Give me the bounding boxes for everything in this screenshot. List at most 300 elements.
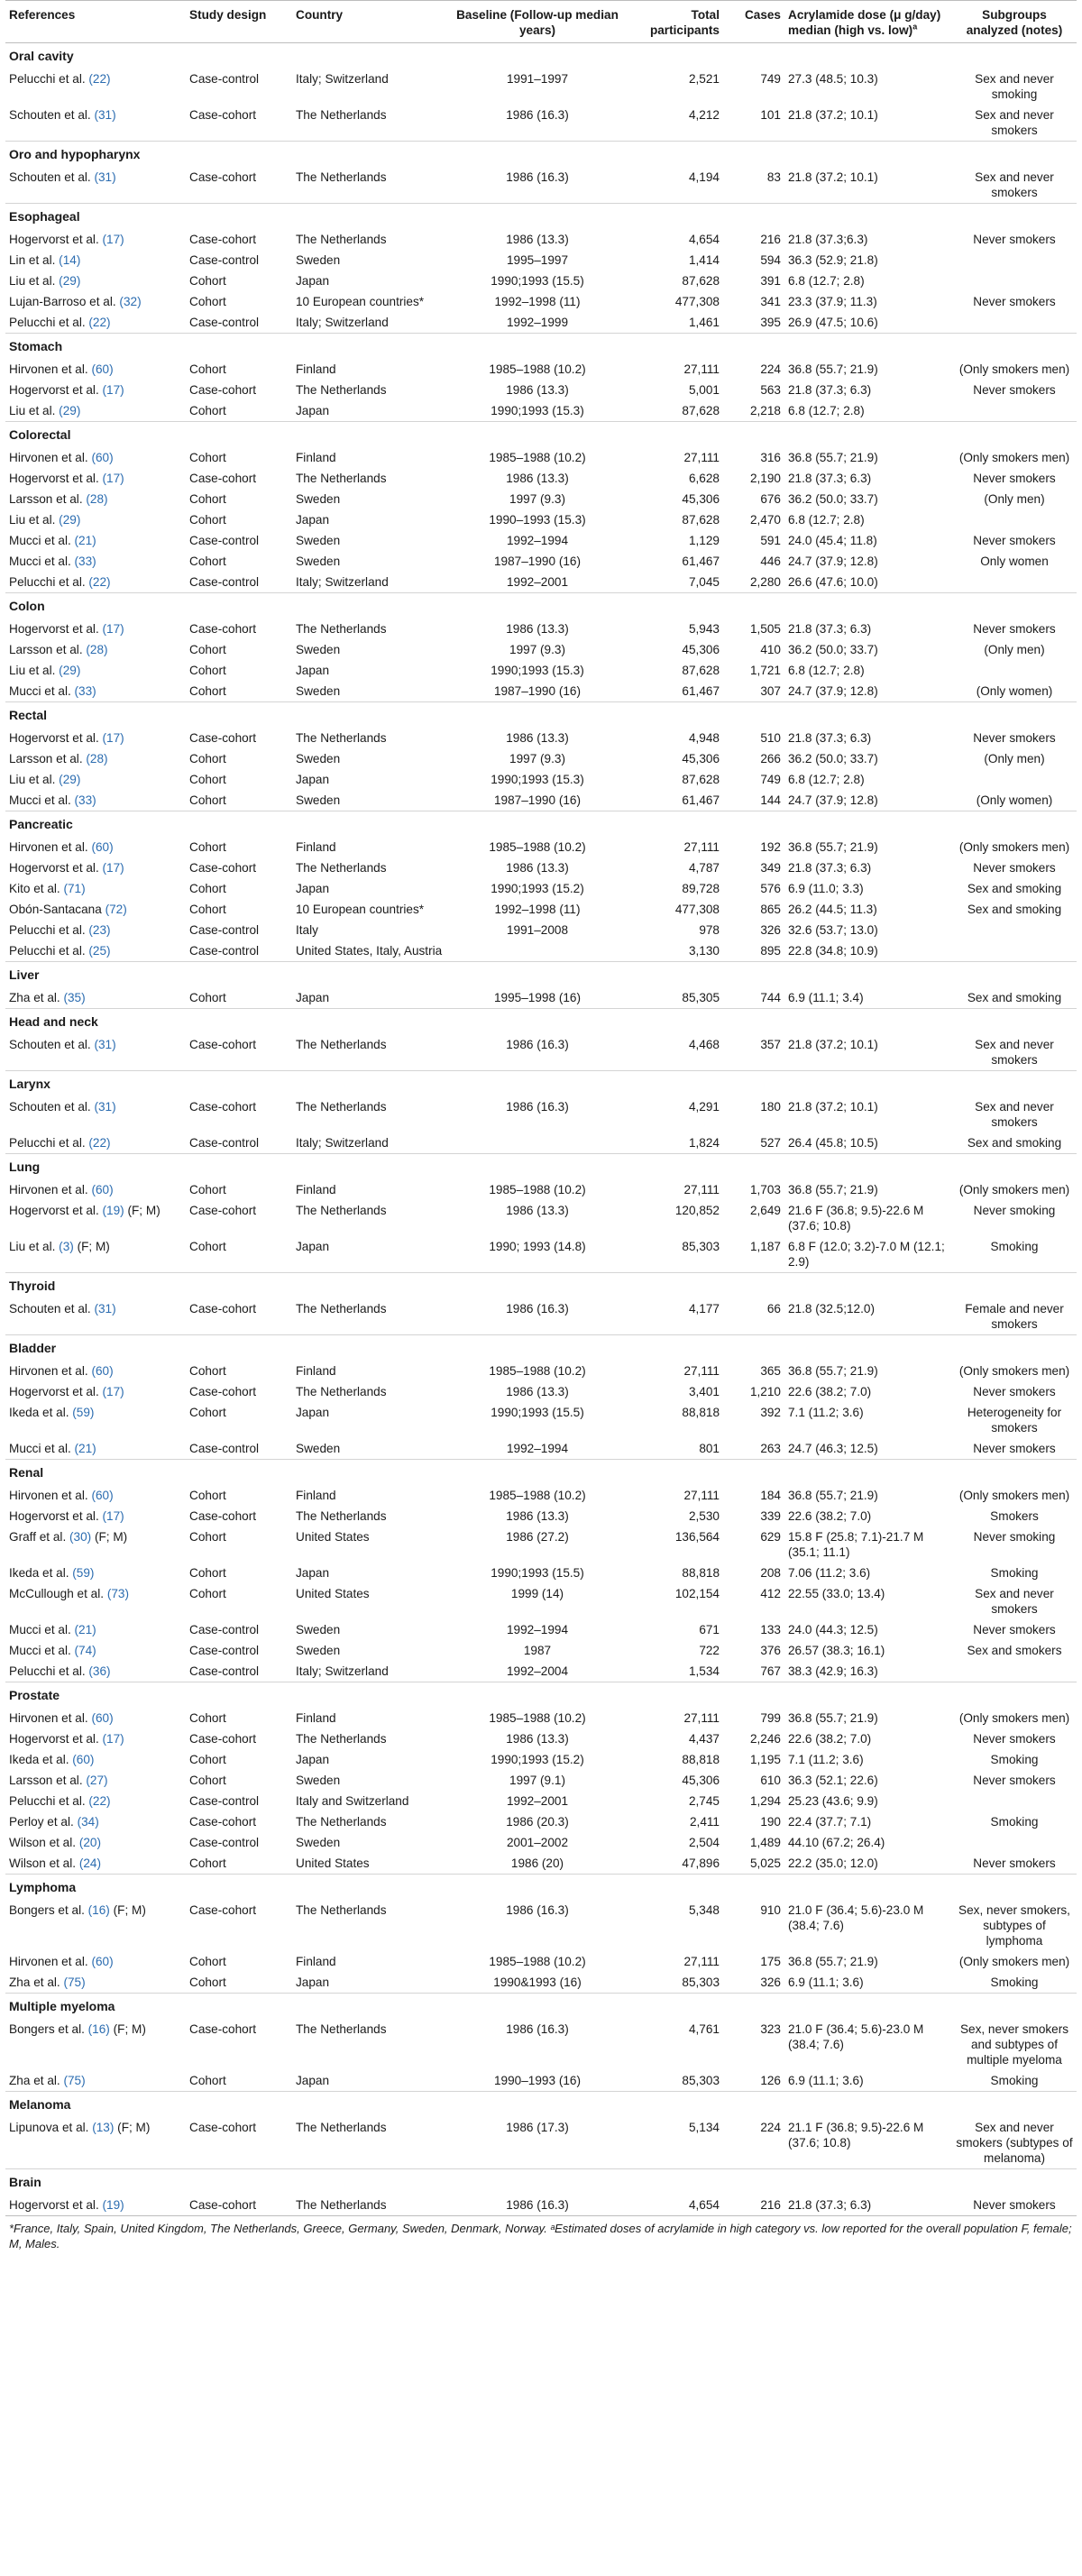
table-row <box>5 1749 1077 1770</box>
cell-cases: 594 <box>760 253 781 267</box>
citation-link[interactable]: (74) <box>74 1644 96 1657</box>
cell-cases: 676 <box>760 492 781 506</box>
citation-link[interactable]: (17) <box>102 1732 124 1746</box>
cell-cases: 2,470 <box>749 513 781 527</box>
citation-link[interactable]: (30) <box>69 1530 92 1544</box>
cell-subgroups: Never smokers <box>973 622 1056 636</box>
cell-study-design: Cohort <box>189 840 226 854</box>
cell-total-participants: 5,943 <box>688 622 720 636</box>
cell-baseline: 1990;1993 (15.5) <box>491 1406 584 1419</box>
citation-link[interactable]: (31) <box>94 170 116 184</box>
citation-link[interactable]: (24) <box>78 1856 101 1870</box>
section-title: Multiple myeloma <box>5 1994 1077 2020</box>
cell-dose: 21.0 F (36.4; 5.6)-23.0 M (38.4; 7.6) <box>788 2022 924 2051</box>
cell-reference <box>5 250 186 270</box>
cell-study-design: Cohort <box>189 451 226 464</box>
cell-subgroups: Never smoking <box>973 1204 1056 1217</box>
citation-link[interactable]: (13) <box>92 2121 115 2134</box>
cell-baseline: 1990;1993 (15.3) <box>491 404 584 417</box>
cell-cases: 224 <box>760 2121 781 2134</box>
sex-suffix: (F; M) <box>109 2022 146 2036</box>
cell-country: Italy; Switzerland <box>296 72 389 86</box>
cell-dose: 6.9 (11.0; 3.3) <box>788 882 864 895</box>
cell-total-participants: 27,111 <box>683 1955 720 1968</box>
cell-cases: 410 <box>760 643 781 656</box>
citation-link[interactable]: (36) <box>88 1664 111 1678</box>
cell-study-design: Case-control <box>189 1664 260 1678</box>
cell-dose: 23.3 (37.9; 11.3) <box>788 295 877 308</box>
sex-suffix: (F; M) <box>109 1903 146 1917</box>
citation-link[interactable]: (28) <box>86 752 108 765</box>
cell-cases: 799 <box>760 1711 781 1725</box>
table-row <box>5 1200 1077 1236</box>
cell-baseline: 1985–1988 (10.2) <box>489 840 586 854</box>
table-row <box>5 1361 1077 1381</box>
cell-country: Italy; Switzerland <box>296 1136 389 1150</box>
cell-dose: 27.3 (48.5; 10.3) <box>788 72 878 86</box>
citation-link[interactable]: (31) <box>94 1100 116 1114</box>
cell-subgroups: Sex and never smokers <box>975 1587 1054 1616</box>
cell-dose: 6.8 (12.7; 2.8) <box>788 513 865 527</box>
author: Schouten et al. <box>9 108 95 122</box>
cell-total-participants: 87,628 <box>682 274 720 288</box>
cell-total-participants: 7,045 <box>688 575 720 589</box>
table-row <box>5 380 1077 400</box>
citation-link[interactable]: (21) <box>74 1442 96 1455</box>
cell-country: Finland <box>296 840 336 854</box>
cell-dose: 15.8 F (25.8; 7.1)-21.7 M (35.1; 11.1) <box>788 1530 924 1559</box>
cell-reference <box>5 380 186 400</box>
citation-link[interactable]: (3) <box>59 1240 74 1253</box>
cell-cases: 1,721 <box>749 664 781 677</box>
citation-link[interactable]: (17) <box>102 383 124 397</box>
citation-link[interactable]: (19) <box>102 2198 124 2212</box>
cell-study-design: Case-cohort <box>189 1038 257 1051</box>
cell-reference <box>5 359 186 380</box>
cell-reference <box>5 2195 186 2216</box>
cell-cases: 224 <box>760 362 781 376</box>
section-title: Lymphoma <box>5 1875 1077 1901</box>
author: Hogervorst et al. <box>9 1204 103 1217</box>
cell-cases: 910 <box>760 1903 781 1917</box>
citation-link[interactable]: (31) <box>94 1302 116 1316</box>
cell-total-participants: 61,467 <box>682 793 720 807</box>
citation-link[interactable]: (33) <box>74 684 96 698</box>
cell-baseline: 1992–1994 <box>506 534 569 547</box>
cell-country: Italy; Switzerland <box>296 1664 389 1678</box>
cell-baseline: 1992–1998 (11) <box>494 295 581 308</box>
table-row <box>5 1236 1077 1273</box>
cell-baseline: 1990&1993 (16) <box>493 1976 582 1989</box>
section-title: Oral cavity <box>5 43 1077 69</box>
cell-total-participants: 4,761 <box>688 2022 720 2036</box>
cell-dose: 22.6 (38.2; 7.0) <box>788 1509 872 1523</box>
cell-subgroups <box>952 250 1077 270</box>
cell-country: The Netherlands <box>296 170 387 184</box>
cell-dose: 26.6 (47.6; 10.0) <box>788 575 878 589</box>
author: Hogervorst et al. <box>9 622 103 636</box>
citation-link[interactable]: (59) <box>72 1566 95 1580</box>
header-baseline: Baseline (Follow-up median years) <box>451 1 624 43</box>
section-header <box>5 811 1077 838</box>
cell-subgroups <box>952 660 1077 681</box>
cell-country: Finland <box>296 1183 336 1196</box>
table-row <box>5 940 1077 962</box>
citation-link[interactable]: (75) <box>63 2074 86 2087</box>
cell-country: The Netherlands <box>296 1815 387 1829</box>
author: Kito et al. <box>9 882 64 895</box>
cell-reference <box>5 940 186 962</box>
citation-link[interactable]: (60) <box>91 1364 114 1378</box>
citation-link[interactable]: (33) <box>74 555 96 568</box>
cell-study-design: Cohort <box>189 1530 226 1544</box>
header-subgroups: Subgroups analyzed (notes) <box>952 1 1077 43</box>
cell-reference <box>5 619 186 639</box>
cell-reference <box>5 1298 186 1335</box>
cell-reference <box>5 1132 186 1154</box>
citation-link[interactable]: (16) <box>87 2022 110 2036</box>
cell-subgroups: (Only smokers men) <box>958 840 1070 854</box>
cell-total-participants: 5,001 <box>688 383 720 397</box>
cell-subgroups <box>952 400 1077 422</box>
cell-country: Sweden <box>296 253 341 267</box>
table-row <box>5 447 1077 468</box>
author: Pelucchi et al. <box>9 944 89 958</box>
cell-reference <box>5 1179 186 1200</box>
cell-reference <box>5 291 186 312</box>
cell-total-participants: 27,111 <box>683 362 720 376</box>
table-row <box>5 1179 1077 1200</box>
cell-country: Japan <box>296 1566 330 1580</box>
header-row <box>5 1 1077 43</box>
cell-country: The Netherlands <box>296 1204 387 1217</box>
cell-subgroups <box>952 940 1077 962</box>
cell-study-design: Case-control <box>189 1794 260 1808</box>
citation-link[interactable]: (28) <box>86 492 108 506</box>
citation-link[interactable]: (71) <box>63 882 86 895</box>
cell-subgroups: Never smoking <box>973 1530 1056 1544</box>
cell-cases: 184 <box>760 1489 781 1502</box>
citation-link[interactable]: (25) <box>88 944 111 958</box>
citation-link[interactable]: (22) <box>88 1136 111 1150</box>
citation-link[interactable]: (14) <box>59 253 81 267</box>
section-header <box>5 142 1077 168</box>
citation-link[interactable]: (17) <box>102 1509 124 1523</box>
citation-link[interactable]: (32) <box>119 295 142 308</box>
cell-total-participants: 4,194 <box>688 170 720 184</box>
citation-link[interactable]: (72) <box>105 903 127 916</box>
cell-baseline <box>451 1132 624 1154</box>
citation-link[interactable]: (29) <box>59 664 81 677</box>
cell-study-design: Cohort <box>189 664 226 677</box>
cell-subgroups: (Only women) <box>976 793 1053 807</box>
cell-subgroups: Never smokers <box>973 1623 1056 1636</box>
citation-link[interactable]: (60) <box>91 362 114 376</box>
cell-total-participants: 4,654 <box>688 2198 720 2212</box>
table-row <box>5 2117 1077 2169</box>
section-title: Esophageal <box>5 204 1077 230</box>
citation-link[interactable]: (60) <box>91 1489 114 1502</box>
author: Larsson et al. <box>9 752 87 765</box>
cell-baseline: 1987–1990 (16) <box>494 793 581 807</box>
cell-subgroups: Sex, never smokers, subtypes of lymphoma <box>958 1903 1070 1948</box>
citation-link[interactable]: (22) <box>88 72 111 86</box>
citation-link[interactable]: (31) <box>94 108 116 122</box>
cell-study-design: Cohort <box>189 1711 226 1725</box>
table-row <box>5 468 1077 489</box>
citation-link[interactable]: (21) <box>74 534 96 547</box>
citation-link[interactable]: (19) <box>102 1204 124 1217</box>
cell-reference <box>5 229 186 250</box>
cell-study-design: Cohort <box>189 991 226 1004</box>
citation-link[interactable]: (29) <box>59 404 81 417</box>
cell-reference <box>5 2070 186 2092</box>
cell-country: The Netherlands <box>296 1385 387 1398</box>
cell-reference <box>5 769 186 790</box>
citation-link[interactable]: (73) <box>106 1587 129 1600</box>
cell-reference <box>5 1708 186 1728</box>
author: Hogervorst et al. <box>9 731 103 745</box>
cell-study-design: Case-cohort <box>189 170 257 184</box>
cell-dose: 24.7 (37.9; 12.8) <box>788 555 878 568</box>
citation-link[interactable]: (22) <box>88 1794 111 1808</box>
cell-study-design: Cohort <box>189 1955 226 1968</box>
citation-link[interactable]: (35) <box>63 991 86 1004</box>
cell-cases: 126 <box>760 2074 781 2087</box>
cell-country: United States <box>296 1587 370 1600</box>
citation-link[interactable]: (17) <box>102 731 124 745</box>
cell-total-participants: 88,818 <box>682 1566 720 1580</box>
cell-cases: 316 <box>760 451 781 464</box>
cell-cases: 1,505 <box>749 622 781 636</box>
citation-link[interactable]: (21) <box>74 1623 96 1636</box>
citation-link[interactable]: (60) <box>91 451 114 464</box>
cell-country: Sweden <box>296 1644 341 1657</box>
section-title: Oro and hypopharynx <box>5 142 1077 168</box>
table-row <box>5 920 1077 940</box>
cell-study-design: Case-cohort <box>189 1903 257 1917</box>
cell-country: Sweden <box>296 534 341 547</box>
cell-study-design: Case-control <box>189 1644 260 1657</box>
cell-total-participants: 87,628 <box>682 773 720 786</box>
cell-baseline: 1986 (16.3) <box>506 1302 569 1316</box>
cell-reference <box>5 312 186 334</box>
cell-dose: 7.06 (11.2; 3.6) <box>788 1566 871 1580</box>
cell-subgroups: Never smokers <box>973 1732 1056 1746</box>
citation-link[interactable]: (17) <box>102 861 124 875</box>
cell-dose: 22.6 (38.2; 7.0) <box>788 1385 872 1398</box>
cell-country: The Netherlands <box>296 233 387 246</box>
cell-baseline: 1992–2004 <box>506 1664 569 1678</box>
cell-country: Japan <box>296 404 330 417</box>
cell-subgroups <box>952 769 1077 790</box>
cell-subgroups: Smoking <box>990 2074 1039 2087</box>
citation-link[interactable]: (23) <box>88 923 111 937</box>
table-row <box>5 769 1077 790</box>
cell-baseline: 1992–1998 (11) <box>494 903 581 916</box>
cell-reference <box>5 728 186 748</box>
cell-reference <box>5 1728 186 1749</box>
author: Hogervorst et al. <box>9 2198 103 2212</box>
author: Mucci et al. <box>9 555 75 568</box>
sex-suffix: (F; M) <box>73 1240 110 1253</box>
citation-link[interactable]: (17) <box>102 472 124 485</box>
cell-study-design: Case-cohort <box>189 108 257 122</box>
cell-dose: 21.8 (32.5;12.0) <box>788 1302 875 1316</box>
citation-link[interactable]: (60) <box>72 1753 95 1766</box>
section-title: Prostate <box>5 1682 1077 1709</box>
cell-total-participants: 88,818 <box>682 1753 720 1766</box>
citation-link[interactable]: (22) <box>88 316 111 329</box>
citation-link[interactable]: (27) <box>86 1774 108 1787</box>
cell-cases: 180 <box>760 1100 781 1114</box>
cell-total-participants: 671 <box>699 1623 720 1636</box>
cell-country: Sweden <box>296 1442 341 1455</box>
citation-link[interactable]: (20) <box>78 1836 101 1849</box>
cell-total-participants: 477,308 <box>674 903 720 916</box>
citation-link[interactable]: (28) <box>86 643 108 656</box>
cell-total-participants: 978 <box>699 923 720 937</box>
cell-country: Finland <box>296 1711 336 1725</box>
cell-total-participants: 61,467 <box>682 555 720 568</box>
cell-study-design: Case-cohort <box>189 622 257 636</box>
cell-dose: 44.10 (67.2; 26.4) <box>788 1836 885 1849</box>
cell-subgroups: (Only smokers men) <box>958 1711 1070 1725</box>
cell-country: The Netherlands <box>296 622 387 636</box>
cell-cases: 2,218 <box>749 404 781 417</box>
cell-dose: 21.8 (37.2; 10.1) <box>788 1038 878 1051</box>
cell-study-design: Cohort <box>189 492 226 506</box>
cell-subgroups <box>952 1832 1077 1853</box>
cell-country: Finland <box>296 451 336 464</box>
cell-country: Japan <box>296 1406 330 1419</box>
cell-country: The Netherlands <box>296 2022 387 2036</box>
citation-link[interactable]: (22) <box>88 575 111 589</box>
cell-study-design: Case-cohort <box>189 2022 257 2036</box>
cell-reference <box>5 878 186 899</box>
cell-study-design: Cohort <box>189 1976 226 1989</box>
cell-dose: 21.1 F (36.8; 9.5)-22.6 M (37.6; 10.8) <box>788 2121 924 2150</box>
cell-country: Japan <box>296 1976 330 1989</box>
section-title: Brain <box>5 2169 1077 2196</box>
cell-subgroups: Smoking <box>990 1566 1039 1580</box>
cell-subgroups <box>952 572 1077 593</box>
author: Pelucchi et al. <box>9 316 89 329</box>
cell-baseline <box>451 940 624 962</box>
table-row <box>5 1381 1077 1402</box>
cell-study-design: Case-cohort <box>189 1732 257 1746</box>
citation-link[interactable]: (29) <box>59 274 81 288</box>
cell-dose: 24.0 (44.3; 12.5) <box>788 1623 878 1636</box>
cell-country: Finland <box>296 1489 336 1502</box>
citation-link[interactable]: (60) <box>91 1711 114 1725</box>
header-references: References <box>5 1 186 43</box>
cell-total-participants: 4,437 <box>688 1732 720 1746</box>
cell-study-design: Cohort <box>189 274 226 288</box>
section-title: Bladder <box>5 1335 1077 1361</box>
citation-link[interactable]: (59) <box>72 1406 95 1419</box>
sex-suffix: (F; M) <box>114 2121 151 2134</box>
author: Lujan-Barroso et al. <box>9 295 120 308</box>
author: Pelucchi et al. <box>9 1664 89 1678</box>
citation-link[interactable]: (17) <box>102 622 124 636</box>
citation-link[interactable]: (29) <box>59 513 81 527</box>
cell-baseline: 1990;1993 (15.2) <box>491 1753 584 1766</box>
cell-total-participants: 47,896 <box>682 1856 720 1870</box>
author: Mucci et al. <box>9 1623 75 1636</box>
table-row <box>5 105 1077 142</box>
cell-reference <box>5 748 186 769</box>
table-row <box>5 1526 1077 1563</box>
section-header <box>5 422 1077 448</box>
cell-reference <box>5 1402 186 1438</box>
citation-link[interactable]: (16) <box>87 1903 110 1917</box>
cell-country: Sweden <box>296 555 341 568</box>
citation-link[interactable]: (60) <box>91 1955 114 1968</box>
cell-total-participants: 722 <box>699 1644 720 1657</box>
cell-dose: 36.8 (55.7; 21.9) <box>788 1489 878 1502</box>
author: Zha et al. <box>9 2074 64 2087</box>
cell-reference <box>5 105 186 142</box>
citation-link[interactable]: (34) <box>77 1815 99 1829</box>
cell-cases: 1,187 <box>749 1240 781 1253</box>
table-row <box>5 167 1077 204</box>
cell-subgroups: Smokers <box>990 1509 1039 1523</box>
cell-baseline: 1986 (20.3) <box>506 1815 569 1829</box>
cell-subgroups: Smoking <box>990 1753 1039 1766</box>
author: Obón-Santacana <box>9 903 105 916</box>
cell-total-participants: 27,111 <box>683 1183 720 1196</box>
cell-total-participants: 45,306 <box>682 752 720 765</box>
cell-study-design: Case-control <box>189 923 260 937</box>
cell-baseline: 1986 (13.3) <box>506 383 569 397</box>
citation-link[interactable]: (60) <box>91 840 114 854</box>
citation-link[interactable]: (31) <box>94 1038 116 1051</box>
cell-study-design: Cohort <box>189 513 226 527</box>
author: Hogervorst et al. <box>9 233 103 246</box>
author: Hirvonen et al. <box>9 1711 92 1725</box>
citation-link[interactable]: (17) <box>102 233 124 246</box>
cell-cases: 365 <box>760 1364 781 1378</box>
author: Hogervorst et al. <box>9 383 103 397</box>
cell-study-design: Cohort <box>189 903 226 916</box>
table-row <box>5 790 1077 811</box>
cell-dose: 26.4 (45.8; 10.5) <box>788 1136 878 1150</box>
author: Hogervorst et al. <box>9 472 103 485</box>
citation-link[interactable]: (29) <box>59 773 81 786</box>
cell-cases: 2,280 <box>749 575 781 589</box>
author: Larsson et al. <box>9 492 87 506</box>
cell-total-participants: 102,154 <box>674 1587 720 1600</box>
cell-reference <box>5 857 186 878</box>
table-row <box>5 312 1077 334</box>
citation-link[interactable]: (60) <box>91 1183 114 1196</box>
cell-study-design: Cohort <box>189 1587 226 1600</box>
cell-total-participants: 6,628 <box>688 472 720 485</box>
cell-subgroups: (Only smokers men) <box>958 362 1070 376</box>
citation-link[interactable]: (33) <box>74 793 96 807</box>
cell-dose: 25.23 (43.6; 9.9) <box>788 1794 878 1808</box>
author: Mucci et al. <box>9 684 75 698</box>
citation-link[interactable]: (75) <box>63 1976 86 1989</box>
cell-country: United States <box>296 1530 370 1544</box>
cell-baseline: 1990;1993 (15.2) <box>491 882 584 895</box>
author: Liu et al. <box>9 404 60 417</box>
author: Pelucchi et al. <box>9 1794 89 1808</box>
cell-reference <box>5 1381 186 1402</box>
cell-subgroups: Female and never smokers <box>965 1302 1064 1331</box>
citation-link[interactable]: (17) <box>102 1385 124 1398</box>
